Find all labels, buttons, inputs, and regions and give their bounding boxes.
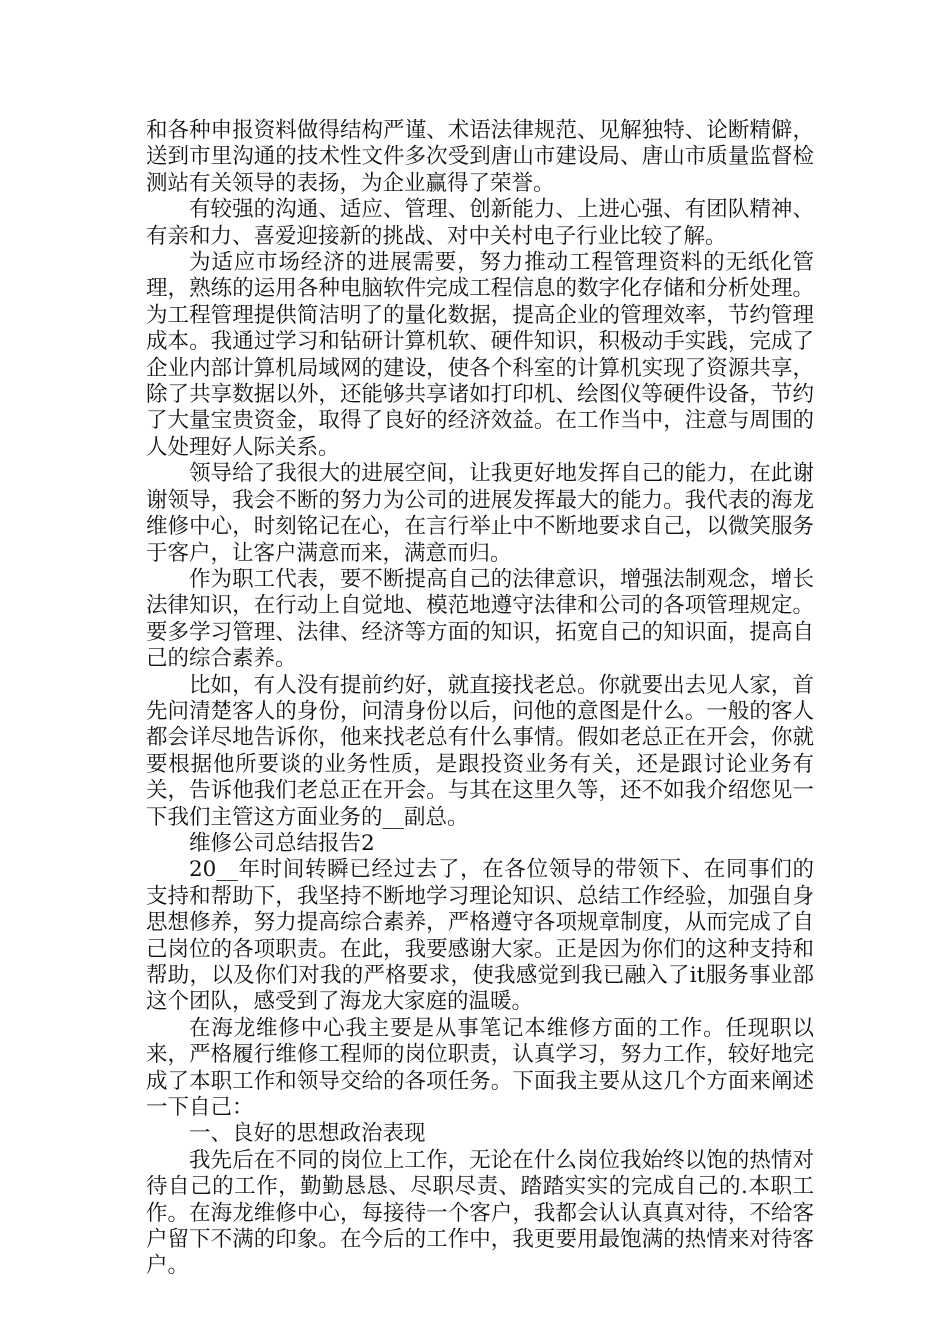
paragraph-job-description: 在海龙维修中心我主要是从事笔记本维修方面的工作。任现职以来，严格履行维修工程师的岗位职责，认真学习，努力工作，较好地完成了本职工作和领导交给的各项任务。下面我主要从这几个方面来阐述一下自己： bbox=[146, 1015, 814, 1121]
paragraph-thanks-leadership: 领导给了我很大的进展空间，让我更好地发挥自己的能力，在此谢谢领导，我会不断的努力为公司的进展发挥最大的能力。我代表的海龙维修中心，时刻铭记在心，在言行举止中不断地要求自己，以微笑服务于客户，让客户满意而来，满意而归。 bbox=[146, 461, 814, 566]
paragraph-continuation: 和各种申报资料做得结构严谨、术语法律规范、见解独特、论断精僻，送到市里沟通的技术性文件多次受到唐山市建设局、唐山市质量监督检测站有关领导的表扬，为企业赢得了荣誉。 bbox=[146, 118, 814, 196]
section-heading-political: 一、良好的思想政治表现 bbox=[189, 1121, 426, 1147]
paragraph-work-attitude: 我先后在不同的岗位上工作，无论在什么岗位我始终以饱的热情对待自己的工作，勤勤恳恳、尽职尽责、踏踏实实的完成自己的.本职工作。在海龙维修中心，每接待一个客户，我都会认认真真对待，不给客户留下不满的印象。在今后的工作中，我更要用最饱满的热情来对待客户。 bbox=[146, 1147, 814, 1279]
section-title-report-2: 维修公司总结报告2 bbox=[189, 830, 375, 856]
paragraph-year-summary: 20__年时间转瞬已经过去了，在各位领导的带领下、在同事们的支持和帮助下，我坚持不断地学习理论知识、总结工作经验，加强自身思想修养，努力提高综合素养，严格遵守各项规章制度，从而完成了自己岗位的各项职责。在此，我要感谢大家。正是因为你们的这种支持和帮助，以及你们对我的严格要求，使我感觉到我已融入了it服务事业部这个团队，感受到了海龙大家庭的温暖。 bbox=[146, 857, 814, 1015]
paragraph-employee-representative: 作为职工代表，要不断提高自己的法律意识，增强法制观念，增长法律知识，在行动上自觉地、模范地遵守法律和公司的各项管理规定。要多学习管理、法律、经济等方面的知识，拓宽自己的知识面，提高自己的综合素养。 bbox=[146, 566, 814, 672]
document-body bbox=[146, 118, 814, 1280]
paragraph-visitor-example: 比如，有人没有提前约好，就直接找老总。你就要出去见人家，首先问清楚客人的身份，问清身份以后，问他的意图是什么。一般的客人都会详尽地告诉你，他来找老总有什么事情。假如老总正在开会，你就要根据他所要谈的业务性质，是跟投资业务有关，还是跟讨论业务有关，告诉他我们老总正在开会。与其在这里久等，还不如我介绍您见一下我们主管这方面业务的__副总。 bbox=[146, 672, 814, 830]
paragraph-paperless-management: 为适应市场经济的进展需要，努力推动工程管理资料的无纸化管理，熟练的运用各种电脑软件完成工程信息的数字化存储和分析处理。为工程管理提供简洁明了的量化数据，提高企业的管理效率，节约管理成本。我通过学习和钻研计算机软、硬件知识，积极动手实践，完成了企业内部计算机局域网的建设，使各个科室的计算机实现了资源共享，除了共享数据以外，还能够共享诸如打印机、绘图仪等硬件设备，节约了大量宝贵资金，取得了良好的经济效益。在工作当中，注意与周围的人处理好人际关系。 bbox=[146, 250, 814, 460]
paragraph-abilities: 有较强的沟通、适应、管理、创新能力、上进心强、有团队精神、有亲和力、喜爱迎接新的挑战、对中关村电子行业比较了解。 bbox=[146, 197, 814, 249]
